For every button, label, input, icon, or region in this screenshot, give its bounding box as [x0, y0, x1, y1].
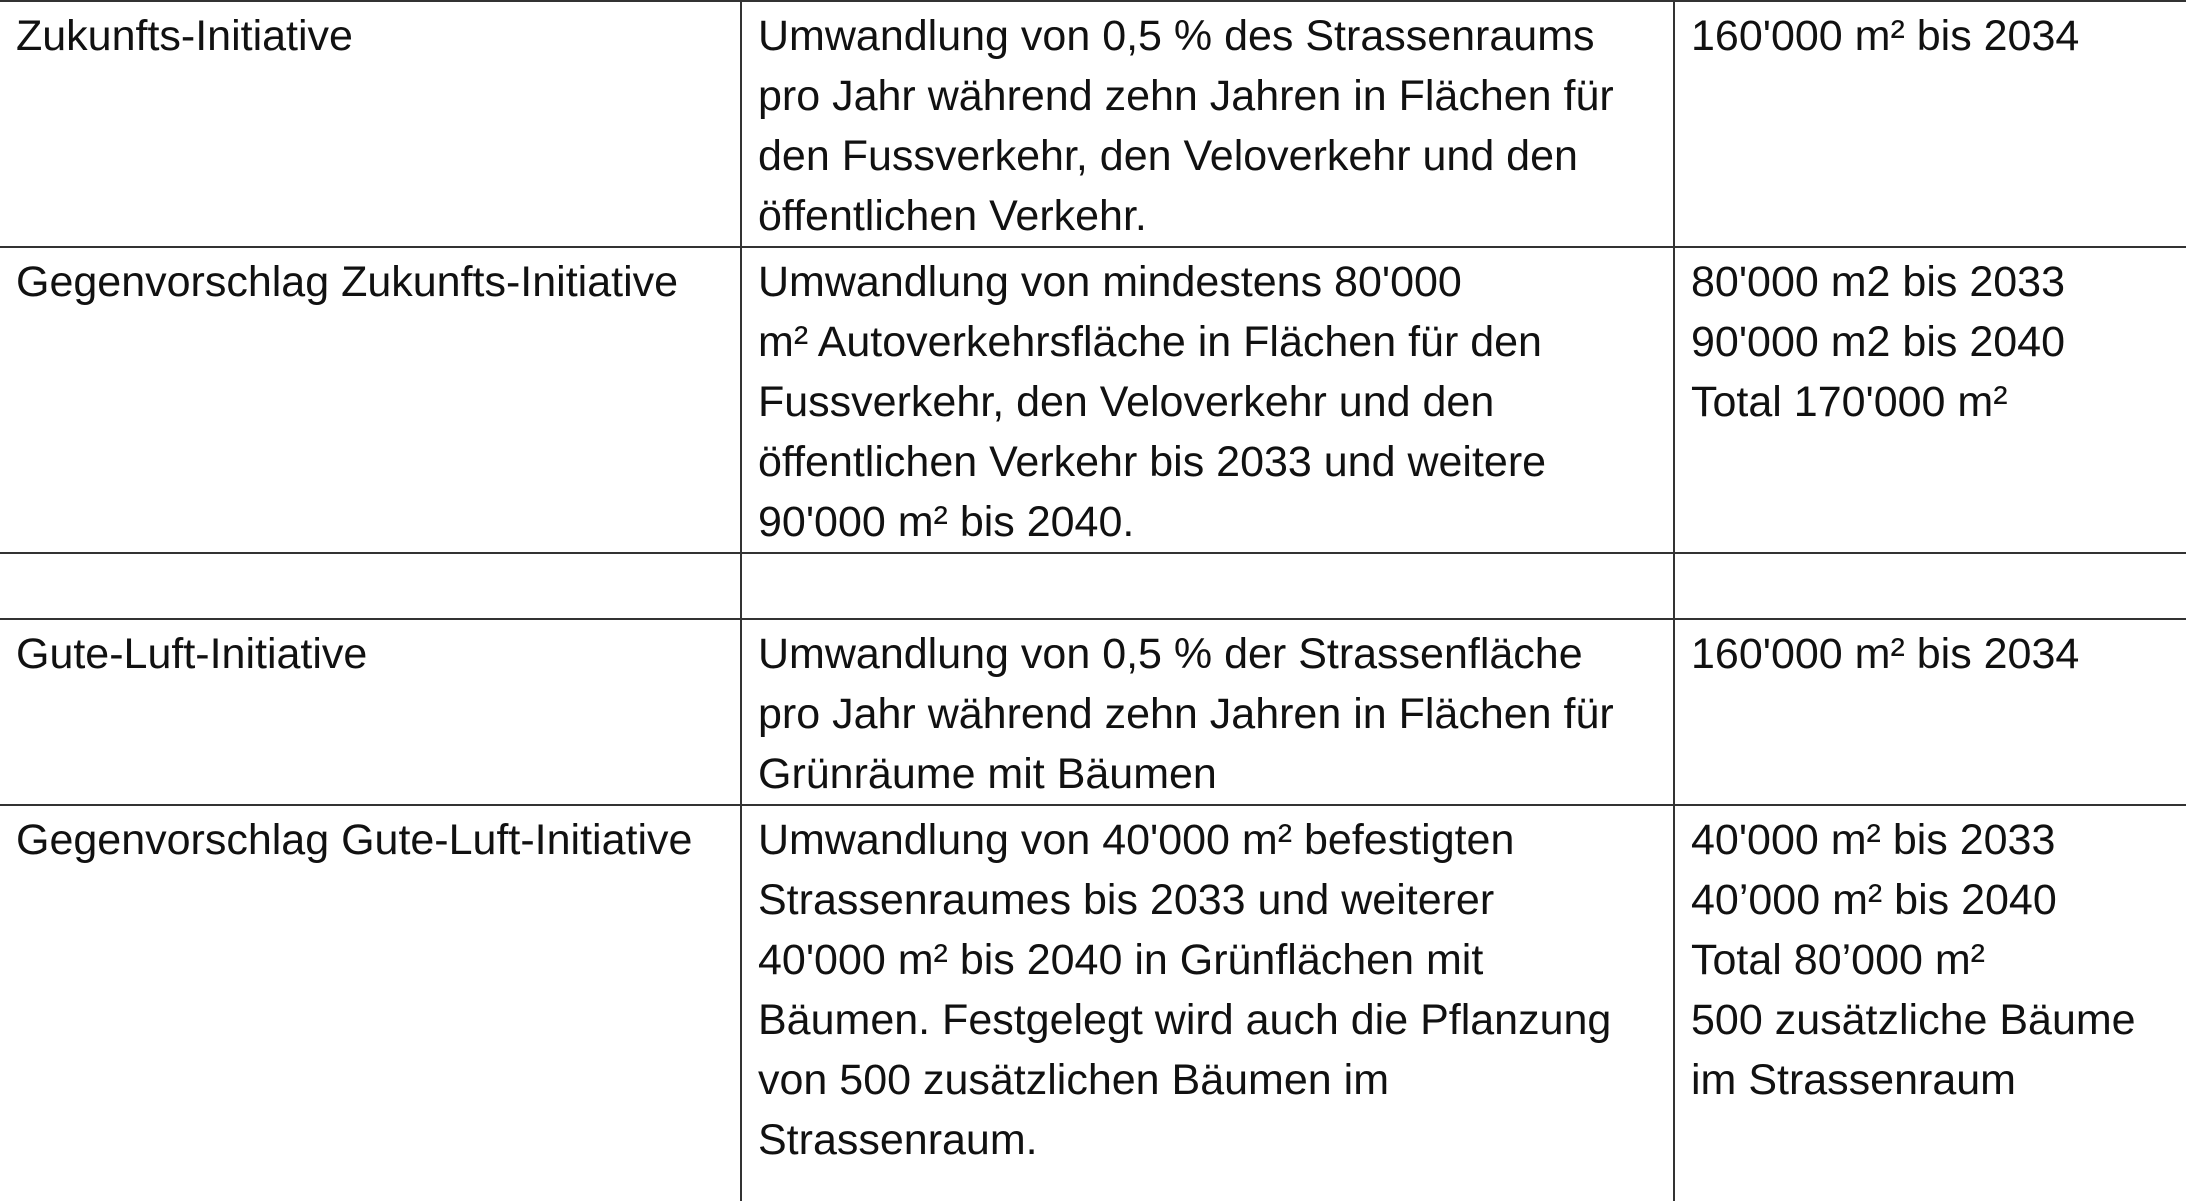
description-line: m² Autoverkehrsfläche in Flächen für den: [758, 318, 1542, 366]
target-cell: [1674, 247, 2186, 553]
target-line: Total 80’000 m²: [1691, 936, 1985, 984]
description-line: Umwandlung von 40'000 m² befestigten: [758, 816, 1515, 864]
table-row: [0, 619, 2186, 805]
target-line: 160'000 m² bis 2034: [1691, 630, 2080, 678]
initiative-name: [16, 558, 724, 618]
description-line: 40'000 m² bis 2040 in Grünflächen mit: [758, 936, 1484, 984]
description-line: Umwandlung von 0,5 % des Strassenraums: [758, 12, 1595, 60]
initiative-name: Zukunfts-Initiative: [16, 12, 353, 60]
initiative-name-cell: [0, 1, 741, 247]
target-line: 80'000 m2 bis 2033: [1691, 258, 2065, 306]
target-line: 500 zusätzliche Bäume: [1691, 996, 2136, 1044]
table-row-empty: [0, 553, 2186, 619]
initiative-name: Gegenvorschlag Gute-Luft-Initiative: [16, 816, 693, 864]
target-line: Total 170'000 m²: [1691, 378, 2008, 426]
initiative-name-cell: [0, 247, 741, 553]
target-line: 40’000 m² bis 2040: [1691, 876, 2057, 924]
description-line: 90'000 m² bis 2040.: [758, 498, 1135, 546]
initiative-name-cell: [0, 553, 741, 619]
target-cell: [1674, 619, 2186, 805]
description-cell: [741, 1, 1674, 247]
table-row: [0, 247, 2186, 553]
description-line: öffentlichen Verkehr.: [758, 192, 1147, 240]
description-line: pro Jahr während zehn Jahren in Flächen für: [758, 72, 1614, 120]
target-line: im Strassenraum: [1691, 1056, 2016, 1104]
description-line: Strassenraumes bis 2033 und weiterer: [758, 876, 1495, 924]
initiative-name: Gute-Luft-Initiative: [16, 630, 368, 678]
description-line: Grünräume mit Bäumen: [758, 750, 1217, 798]
target-cell: [1674, 805, 2186, 1201]
table-row: [0, 805, 2186, 1201]
description-line: Bäumen. Festgelegt wird auch die Pflanzung: [758, 996, 1612, 1044]
target-line: 90'000 m2 bis 2040: [1691, 318, 2065, 366]
description-line: pro Jahr während zehn Jahren in Flächen für: [758, 690, 1614, 738]
initiative-name-cell: [0, 619, 741, 805]
table-row: [0, 1, 2186, 247]
initiative-name-cell: [0, 805, 741, 1201]
description-line: Fussverkehr, den Veloverkehr und den: [758, 378, 1495, 426]
description-line: Umwandlung von mindestens 80'000: [758, 258, 1462, 306]
description-line: Strassenraum.: [758, 1116, 1038, 1164]
description-line: öffentlichen Verkehr bis 2033 und weitere: [758, 438, 1547, 486]
target-cell: [1674, 1, 2186, 247]
description-line: Umwandlung von 0,5 % der Strassenfläche: [758, 630, 1583, 678]
description-line: den Fussverkehr, den Veloverkehr und den: [758, 132, 1578, 180]
initiative-name: Gegenvorschlag Zukunfts-Initiative: [16, 258, 679, 306]
description-cell: [741, 619, 1674, 805]
target-line: 40'000 m² bis 2033: [1691, 816, 2056, 864]
description-cell: [741, 553, 1674, 619]
description-cell: [741, 247, 1674, 553]
target-line: 160'000 m² bis 2034: [1691, 12, 2080, 60]
description-cell: [741, 805, 1674, 1201]
target-cell: [1674, 553, 2186, 619]
description-line: von 500 zusätzlichen Bäumen im: [758, 1056, 1390, 1104]
